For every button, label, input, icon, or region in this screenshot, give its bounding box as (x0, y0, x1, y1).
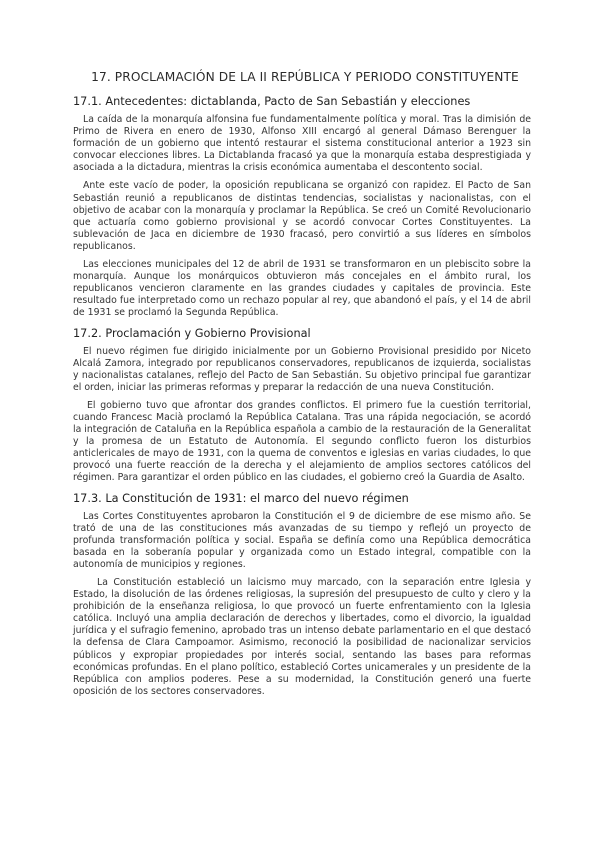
paragraph: La Constitución estableció un laicismo muy marcado, con la separación entre Iglesia y Estado, la disolución de las órdenes religiosas, la supresión del presupuesto de culto y clero y la prohibición de la enseñanza religiosa, lo que provocó un fuerte enfrentamiento con la Iglesia católica. Incluyó una amplia declaración de derechos y libertades, como el divorcio, la igualdad jurídica y el sufragio femenino, aprobado tras un intenso debate parlamentario en el que destacó la defensa de Clara Campoamor. Asimismo, reconoció la posibilidad de nacionalizar servicios públicos y expropiar propiedades por interés social, sentando las bases para reformas económicas profundas. En el plano político, estableció Cortes unicamerales y un presidente de la República con amplios poderes. Pese a su modernidad, la Constitución generó una fuerte oposición de los sectores conservadores. (73, 577, 531, 697)
paragraph: El nuevo régimen fue dirigido inicialmente por un Gobierno Provisional presidido por Niceto Alcalá Zamora, integrado por republicanos conservadores, republicanos de izquierda, socialistas y nacionalistas catalanes, reflejo del Pacto de San Sebastián. Su objetivo principal fue garantizar el orden, iniciar las primeras reformas y preparar la redacción de una nueva Constitución. (73, 345, 531, 393)
paragraph: Las elecciones municipales del 12 de abril de 1931 se transformaron en un plebiscito sobre la monarquía. Aunque los monárquicos obtuvieron más concejales en el ámbito rural, los republicanos vencieron claramente en las grandes ciudades y capitales de provincia. Este resultado fue interpretado como un rechazo popular al rey, que abandonó el país, y el 14 de abril de 1931 se proclamó la Segunda República. (73, 259, 531, 319)
section-constitucion (73, 491, 531, 698)
paragraph: La caída de la monarquía alfonsina fue fundamentalmente política y moral. Tras la dimisión de Primo de Rivera en enero de 1930, Alfonso XIII encargó al general Dámaso Berenguer la formación de un gobierno que intentó restaurar el sistema constitucional anterior a 1923 sin convocar elecciones libres. La Dictablanda fracasó ya que la monarquía estaba desprestigiada y asociada a la dictadura, mientras la crisis económica aumentaba el descontento social. (73, 114, 531, 174)
paragraph: Las Cortes Constituyentes aprobaron la Constitución el 9 de diciembre de ese mismo año. Se trató de una de las constituciones más avanzadas de su tiempo y reflejó un proyecto de profunda transformación política y social. España se definía como una República democrática basada en la soberanía popular y organizada como un Estado integral, compatible con la autonomía de municipios y regiones. (73, 510, 531, 570)
paragraph: Ante este vacío de poder, la oposición republicana se organizó con rapidez. El Pacto de San Sebastián reunió a republicanos de distintas tendencias, socialistas y nacionalistas, con el objetivo de acabar con la monarquía y proclamar la República. Se creó un Comité Revolucionario que actuaría como gobierno provisional y se acordó convocar Cortes Constituyentes. La sublevación de Jaca en diciembre de 1930 fracasó, pero convirtió a sus líderes en símbolos republicanos. (73, 180, 531, 252)
section-heading: 17.2. Proclamación y Gobierno Provisional (73, 326, 311, 340)
paragraph: El gobierno tuvo que afrontar dos grandes conflictos. El primero fue la cuestión territorial, cuando Francesc Macià proclamó la República Catalana. Tras una rápida negociación, se acordó la integración de Cataluña en la República española a cambio de la restauración de la Generalitat y la promesa de un Estatuto de Autonomía. El segundo conflicto fueron los disturbios anticlericales de mayo de 1931, con la quema de conventos e iglesias en varias ciudades, lo que provocó una fuerte reacción de la derecha y el alejamiento de amplios sectores católicos del régimen. Para garantizar el orden público en las ciudades, el gobierno creó la Guardia de Asalto. (73, 399, 531, 484)
section-heading: 17.1. Antecedentes: dictablanda, Pacto de San Sebastián y elecciones (73, 95, 471, 108)
document-title: 17. PROCLAMACIÓN DE LA II REPÚBLICA Y PERIODO CONSTITUYENTE (91, 70, 519, 84)
section-proclamacion (73, 326, 531, 485)
section-heading: 17.3. La Constitución de 1931: el marco del nuevo régimen (73, 491, 409, 505)
section-antecedentes (73, 94, 531, 320)
